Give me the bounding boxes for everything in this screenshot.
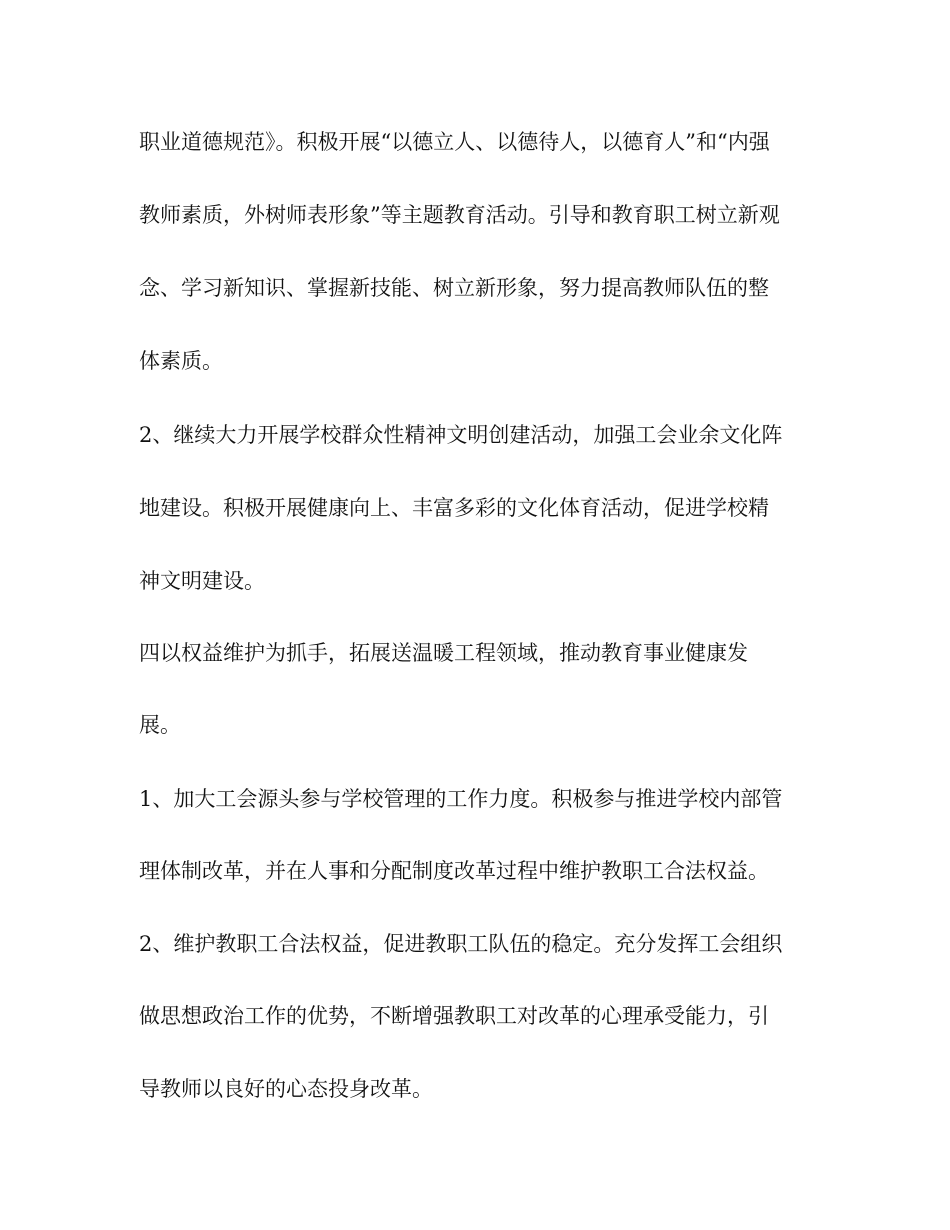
text-line: 1、加大工会源头参与学校管理的工作力度。积极参与推进学校内部管 (139, 787, 783, 811)
text-line: 念、学习新知识、掌握新技能、树立新形象，努力提高教师队伍的整 (139, 276, 769, 300)
text-line: 神文明建设。 (139, 569, 265, 593)
text-line: 地建设。积极开展健康向上、丰富多彩的文化体育活动，促进学校精 (139, 496, 769, 520)
text-line: 导教师以良好的心态投身改革。 (139, 1077, 433, 1101)
text-line: 展。 (139, 713, 181, 737)
text-line: 2、维护教职工合法权益，促进教职工队伍的稳定。充分发挥工会组织 (139, 932, 783, 956)
text-line: 体素质。 (139, 349, 223, 373)
text-line: 理体制改革，并在人事和分配制度改革过程中维护教职工合法权益。 (139, 859, 769, 883)
text-line: 教师素质，外树师表形象”等主题教育活动。引导和教育职工树立新观 (139, 203, 780, 227)
text-line: 2、继续大力开展学校群众性精神文明创建活动，加强工会业余文化阵 (139, 423, 783, 447)
text-line: 职业道德规范》。积极开展“以德立人、以德待人，以德育人”和“内强 (139, 130, 770, 154)
text-line: 四以权益维护为抓手，拓展送温暖工程领域，推动教育事业健康发 (139, 641, 748, 665)
text-line: 做思想政治工作的优势，不断增强教职工对改革的心理承受能力，引 (139, 1004, 769, 1028)
